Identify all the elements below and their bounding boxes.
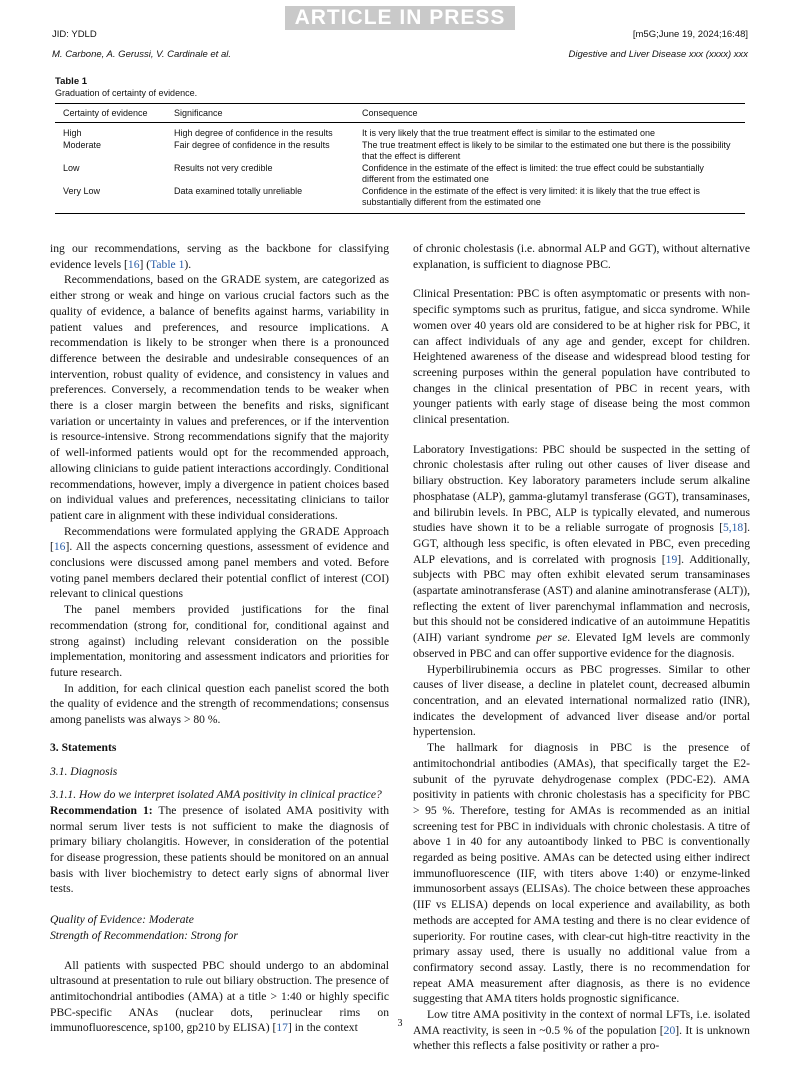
certainty-table bbox=[55, 103, 745, 214]
build-stamp: [m5G;June 19, 2024;16:48] bbox=[632, 29, 748, 40]
citation-link[interactable]: 16 bbox=[53, 540, 66, 554]
table-1 bbox=[55, 76, 745, 214]
article-in-press-banner: ARTICLE IN PRESS bbox=[0, 6, 800, 30]
table-row bbox=[55, 163, 745, 186]
table-header-row bbox=[55, 104, 745, 123]
table-link[interactable]: Table 1 bbox=[150, 257, 185, 271]
recommendation-label: Recommendation 1: bbox=[50, 803, 153, 817]
paragraph: Clinical Presentation: PBC is often asymptomatic or presents with non-specific symptoms such as pruritus, fatigue, and sicca syndrome. While women over 40 years old are considered to be at higher risk for PBC, it can affect individuals of any age and gender, except for children. Heightened awareness of the disease and widespread blood testing for screening purposes within the general population have contributed to changes in the clinical presentation of PBC in recent years, with younger patients with early stage of disease being the most common clinical presentation. bbox=[413, 287, 750, 427]
quality-of-evidence: Quality of Evidence: Moderate bbox=[50, 913, 194, 927]
table-cell: Data examined totally unreliable bbox=[166, 186, 354, 214]
table-row bbox=[55, 186, 745, 214]
table-cell: Fair degree of confidence in the results bbox=[174, 139, 330, 150]
page-number: 3 bbox=[397, 1018, 403, 1029]
journal-id: JID: YDLD bbox=[52, 29, 97, 40]
table-caption: Graduation of certainty of evidence. bbox=[55, 88, 198, 98]
table-row bbox=[55, 123, 745, 140]
paragraph: Low titre AMA positivity in the context of normal LFTs, i.e. isolated AMA reactivity, is seen in ~0.5 % of the population [20]. It is unknown whether this reflects a false positivity or rather a pro- bbox=[413, 1008, 750, 1053]
table-cell: Confidence in the estimate of the effect is limited: the true effect could be substantially different from the estimated one bbox=[362, 162, 704, 184]
paragraph: Hyperbilirubinemia occurs as PBC progresses. Similar to other causes of liver disease, a decline in platelet count, decreased albumin concentration, and an elevated international normalized ratio (INR), indicates the development of advanced liver disease and/or portal hypertension. bbox=[413, 662, 750, 739]
table-cell: High bbox=[63, 128, 82, 138]
col-header-certainty: Certainty of evidence bbox=[55, 104, 166, 123]
paragraph: The panel members provided justifications for the final recommendation (strong for, conditional for, conditional against and strong against) including relevant consideration on the possible implementation, monitoring and assessment indicators and priorities for future research. bbox=[50, 603, 389, 679]
journal-name: Digestive and Liver Disease xxx (xxxx) xxx bbox=[568, 49, 748, 60]
paragraph: ing our recommendations, serving as the backbone for classifying evidence levels [16] (Table 1). bbox=[50, 242, 389, 271]
section-heading: 3. Statements bbox=[50, 740, 117, 754]
citation-link[interactable]: 16 bbox=[127, 257, 140, 271]
authors: M. Carbone, A. Gerussi, V. Cardinale et al. bbox=[52, 49, 231, 60]
question-heading: 3.1.1. How do we interpret isolated AMA positivity in clinical practice? bbox=[50, 788, 382, 802]
right-column bbox=[413, 241, 750, 1054]
strength-of-recommendation: Strength of Recommendation: Strong for bbox=[50, 928, 238, 942]
paragraph: Laboratory Investigations: PBC should be suspected in the setting of chronic cholestasis after ruling out other causes of liver disease and biliary obstruction. Key laboratory parameters include serum alkaline phosphatase (ALP), gamma-glutamyl transferase (GGT), transaminases, and bilirubin levels. In PBC, ALP is typically elevated, and numerous studies have shown it to be a reliable surrogate of prognosis [5,18]. GGT, although less specific, is often elevated in PBC, even preceding ALP elevations, and is correlated with prognosis [19]. Additionally, subjects with PBC may often exhibit elevated serum transaminases (aspartate aminotransferase (AST) and alanine aminotransferase (ALT)), reflecting the extent of liver parenchymal inflammation and necrosis, but this should not be considered indicative of an autoimmune Hepatitis (AIH) variant syndrome per se. Elevated IgM levels are commonly observed in PBC and can offer supportive evidence for the diagnosis. bbox=[413, 442, 750, 660]
table-cell: Moderate bbox=[63, 139, 102, 150]
paragraph: of chronic cholestasis (i.e. abnormal ALP and GGT), without alternative explanation, is sufficient to diagnose PBC. bbox=[413, 242, 750, 271]
citation-link[interactable]: 19 bbox=[665, 552, 678, 566]
paragraph: In addition, for each clinical question each panelist scored the both the quality of evidence and the strength of recommendations; consensus among panelists was always > 80 %. bbox=[50, 681, 389, 727]
col-header-significance: Significance bbox=[166, 104, 354, 123]
table-cell: High degree of confidence in the results bbox=[174, 128, 333, 138]
table-title: Table 1 bbox=[55, 76, 88, 87]
recommendation: Recommendation 1: The presence of isolated AMA positivity with normal serum liver tests is not sufficient to make the diagnosis of primary biliary cholangitis. However, in consideration of the potential for disease progression, these patients should be monitored on an annual basis with liver biochemistry to detect early signs of abnormal liver tests. bbox=[50, 803, 389, 896]
table-cell: Very Low bbox=[55, 186, 166, 214]
table-cell: Low bbox=[63, 162, 80, 173]
table-cell: It is very likely that the true treatment effect is similar to the estimated one bbox=[362, 128, 655, 138]
citation-link[interactable]: 20 bbox=[663, 1023, 676, 1037]
paragraph: Recommendations, based on the GRADE system, are categorized as either strong or weak and hinge on various crucial factors such as the quality of evidence, a balance of benefits against harms, variability in patient values and preferences, and resource implications. A recommendation is likely to be stronger when there is a pronounced difference between the desirable and undesirable consequences of an intervention, robust quality of evidence, and consistency in values and preferences. Conversely, a recommendation tends to be weaker when there is a closer margin between the benefits and risks, significant variation or uncertainty in values and preferences, or if the intervention is resource-intensive. Strong recommendations signify that the majority of well-informed patients would opt for the recommended approach, allowing clinicians to guide patient interactions accordingly. Conditional recommendations, however, imply a divergence in patient choices based on individual values and preferences, necessitating clinicians to tailor patient care in alignment with these individual considerations. bbox=[50, 273, 389, 522]
paragraph: All patients with suspected PBC should undergo to an abdominal ultrasound at presentation to rule out biliary obstruction. The presence of antimitochondrial antibodies (AMA) at a title > 1:40 or highly specific PBC-specific ANAs (nuclear dots, perinuclear rims on immunofluorescence, sp100, gp210 by ELISA) [17] in the context bbox=[50, 958, 389, 1035]
table-row bbox=[55, 140, 745, 163]
table-cell: Confidence in the estimate of the effect is very limited: it is likely that the true effect is substantially different from the estimated one bbox=[354, 186, 745, 214]
paragraph: The hallmark for diagnosis in PBC is the presence of antimitochondrial antibodies (AMAs), that specifically target the E2-subunit of the pyruvate dehydrogenase complex (PDC-E2). AMA positivity in patients with chronic cholestasis has a specificity for PBC > 95 %. Therefore, testing for AMAs is recommended as an initial screening test for PBC in individuals with chronic cholestasis. A titre of above 1 in 40 for any autoantibody linked to PBC is conventionally regarded as being positive. AMAs can be detected using either indirect immunofluorescence (IIF, with titers above 1:40) or enzyme-linked immunosorbent assays (ELISAs). The choice between these approaches (IIF vs ELISA) depends on local experience and availability, as both methods are accepted for AMA testing and there is no clear evidence of superiority. For routine cases, with clear-cut high-titre reactivity in the primary assay used, there is usually no additional value from a confirmatory second assay. Lastly, there is no recommendation for repeat AMA measurement after diagnosis, as there is no evidence suggesting that AMA titers holds prognostic significance. bbox=[413, 741, 750, 1006]
citation-link[interactable]: 17 bbox=[276, 1021, 288, 1035]
table-cell: Results not very credible bbox=[174, 162, 273, 173]
subsection-heading: 3.1. Diagnosis bbox=[50, 764, 118, 778]
col-header-consequence: Consequence bbox=[354, 104, 745, 123]
left-column bbox=[50, 241, 389, 1036]
table-cell: The true treatment effect is likely to be similar to the estimated one but there is the possibility that the effect is different bbox=[362, 139, 731, 161]
citation-link[interactable]: 5,18 bbox=[722, 521, 744, 535]
paragraph: Recommendations were formulated applying the GRADE Approach [16]. All the aspects concerning questions, assessment of evidence and conclusions were discussed among panel members and voted. Before voting panel members declared their potential conflict of interest (COI) relevant to clinical questions bbox=[50, 524, 389, 601]
